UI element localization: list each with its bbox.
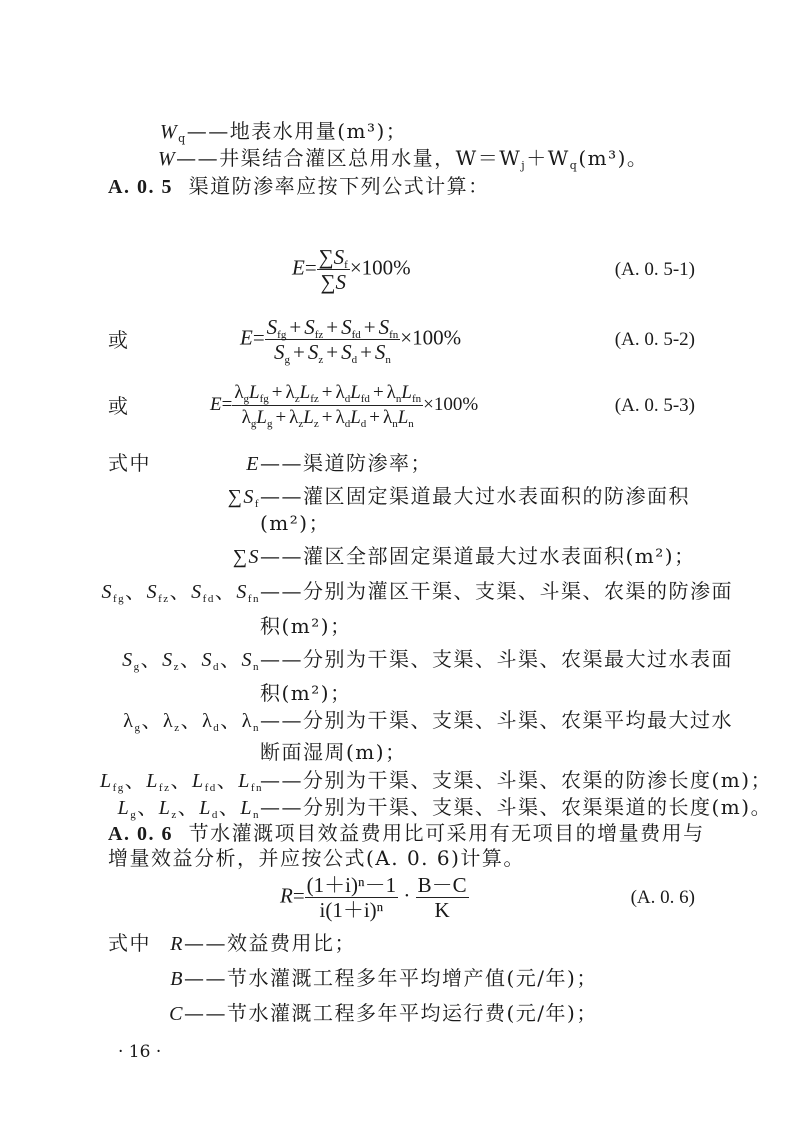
definition-text: ——分别为干渠、支渠、斗渠、农渠平均最大过水 [260,708,733,732]
clause-text: 渠道防渗率应按下列公式计算： [188,174,490,198]
def-l: $L_g$、$L_z$、$L_d$、$L_n——$分别为干渠、支渠、斗渠、农渠渠道的长度(m)。 [117,795,773,821]
def-sum-sf: $\sum S_f——$灌区固定渠道最大过水表面积的防渗面积 [227,484,690,510]
clause-a05 [108,174,490,199]
def-s: $S_g$、$S_z$、$S_d$、$S_n——$分别为干渠、支渠、斗渠、农渠最大过水表面 [122,647,733,673]
definition-text: ——节水灌溉工程多年平均运行费(元/年)； [184,1001,598,1025]
def-e: E——渠道防渗率； [246,451,432,475]
fraction-denominator: i(1＋i)ⁿ [319,898,384,922]
def-cont: 断面湿周(m)； [260,740,407,764]
definition-text: ——灌区全部固定渠道最大过水表面积(m²)； [260,544,696,568]
clause-a06-cont: 增量效益分析，并应按公式(A. 0. 6)计算。 [108,846,525,870]
symbol: W [160,121,179,143]
clause-text: 节水灌溉项目效益费用比可采用有无项目的增量费用与 [188,821,705,845]
definition-text: ——分别为灌区干渠、支渠、斗渠、农渠的防渗面 [260,579,733,603]
subscript: q [569,159,579,172]
where-label: 式中 [108,931,151,955]
definition-text: ——地表水用量(m³)； [186,119,408,143]
equation-number: (A. 0. 5-3) [614,395,695,416]
fraction-numerator: B－C [417,873,467,897]
subscript: f [254,498,260,510]
definition-text: ——分别为干渠、支渠、斗渠、农渠渠道的长度(m)。 [260,795,773,819]
or-label: 或 [108,394,128,418]
equation-number: (A. 0. 5-2) [614,329,695,350]
formula-part: ＋W [526,146,570,170]
def-cont: 积(m²)； [260,681,352,705]
equation-number: (A. 0. 6) [630,887,695,908]
times-100: ×100% [423,393,479,415]
symbol: R [170,933,184,955]
equation-a05-1: E= $\frac{\sum S_f}{\sum S}$ ×100% [292,245,411,294]
def-w [158,146,648,171]
clause-a06 [108,821,705,846]
def-wq [160,119,407,144]
definition-text: ——分别为干渠、支渠、斗渠、农渠的防渗长度(m)； [260,768,773,792]
def-lambda: $\lambda_g$、$\lambda_z$、$\lambda_d$、$\lambda_n——$分别为干渠、支渠、斗渠、农渠平均最大过水 [123,708,733,734]
def-sum-s: ∑S——灌区全部固定渠道最大过水表面积(m²)； [232,544,696,568]
def-c [164,1001,598,1026]
equation-a05-2: E= $\frac{S_{fg} + S_{fz} + S_{fd} + S_{fn}}{S_g + S_z + S_d + S_n}$ ×100% [240,315,462,366]
subscript: j [521,159,527,172]
symbol: B [170,968,184,990]
definition-text: ——节水灌溉工程多年平均增产值(元/年)； [184,966,598,990]
subscript: q [178,132,187,145]
symbol: W [158,148,177,170]
where-label: 式中 [108,451,151,475]
fraction-numerator: (1＋i)ⁿ－1 [306,873,397,897]
def-lf: $L_{fg}$、$L_{fz}$、$L_{fd}$、$L_{fn}——$分别为干渠、支渠、斗渠、农渠的防渗长度(m)； [100,768,773,794]
def-sf: $S_{fg}$、$S_{fz}$、$S_{fd}$、$S_{fn}——$分别为灌区干渠、支渠、斗渠、农渠的防渗面 [101,579,733,605]
definition-text: ——井渠结合灌区总用水量，W＝W [176,146,522,170]
equation-a06: R= $\frac{\text{(1＋i)ⁿ－1}}{\text{i(1＋i)ⁿ}}$ · $\frac{B-C}{K}$ [280,873,467,922]
clause-number: A. 0. 6 [108,823,173,845]
symbol: C [169,1003,184,1025]
times-100: ×100% [400,325,462,350]
equation-a05-3: E= $\frac{\lambda_gL_{fg} + \lambda_zL_{fz} + \lambda_dL_{fd} + \lambda_nL_{fn}}{\lambda_gL_g + \lambda_zL_z + \lambda_dL_d + \lambda_nL_n}$ ×100% [210,382,479,430]
definition-text: ——效益费用比； [184,931,356,955]
equation-number: (A. 0. 5-1) [614,259,695,280]
definition-text: ——分别为干渠、支渠、斗渠、农渠最大过水表面 [260,647,733,671]
def-cont: (m²)； [260,511,331,535]
definition-text: ——渠道防渗率； [260,451,432,475]
fraction-denominator: K [434,898,450,922]
page-number: · 16 · [118,1042,162,1062]
unit: (m³)。 [578,146,649,170]
def-cont: 积(m²)； [260,614,352,638]
clause-number: A. 0. 5 [108,176,173,198]
times-100: ×100% [349,255,411,280]
def-r [164,931,356,956]
definition-text: ——灌区固定渠道最大过水表面积的防渗面积 [260,484,690,508]
or-label: 或 [108,328,128,352]
def-b [164,966,598,991]
